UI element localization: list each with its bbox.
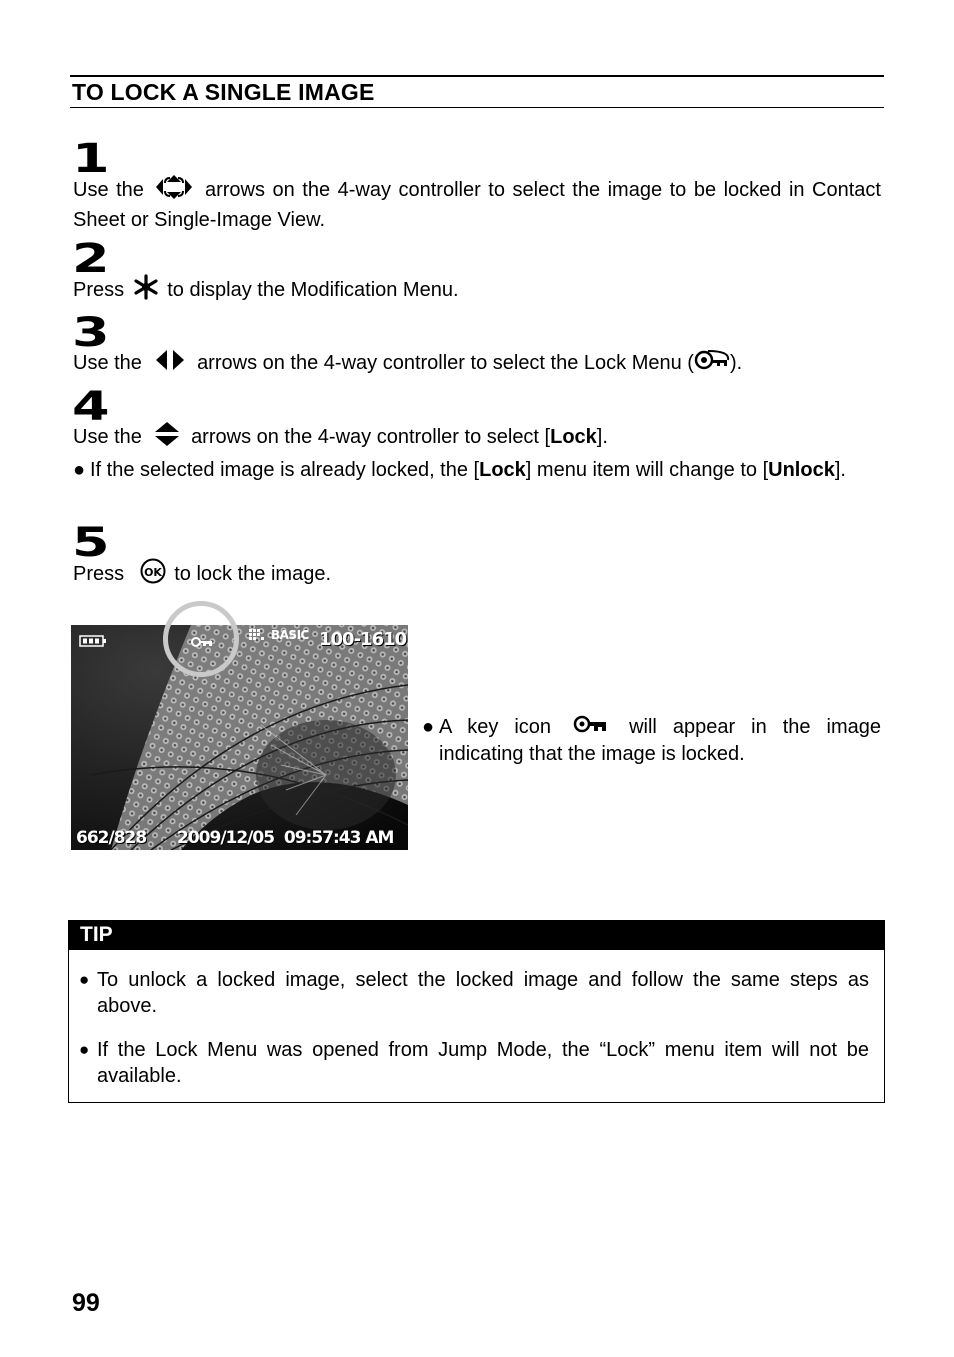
key-icon	[573, 714, 607, 741]
frame-count: 662/828	[76, 828, 147, 848]
highlight-circle	[163, 601, 239, 677]
asterisk-button-icon	[133, 274, 159, 307]
file-number: 100-1610	[319, 629, 407, 650]
step-5-text	[73, 558, 881, 591]
bullet-icon: ●	[422, 716, 435, 738]
step-4-post: arrows on the 4-way controller to select [	[191, 425, 551, 448]
key-icon-note	[422, 714, 881, 767]
four-way-arrows-icon	[154, 174, 194, 207]
step-1-post: arrows on the 4-way controller to select the image to be locked in Contact Sheet or Single-Image View.	[73, 178, 881, 231]
step-2-text	[73, 274, 881, 307]
step-2-number: 2	[72, 236, 110, 282]
page-number: 99	[72, 1289, 100, 1317]
date-time: 2009/12/05 09:57:43 AM	[177, 828, 394, 848]
step-5-post: to lock the image.	[174, 562, 331, 585]
ok-button-icon	[140, 558, 166, 591]
step-3-pre: Use the	[73, 351, 142, 374]
section-title-text: TO LOCK A SINGLE IMAGE	[72, 79, 375, 105]
resolution-icon	[249, 629, 267, 648]
step-2-pre: Press	[73, 278, 125, 301]
step-4-note	[73, 457, 881, 483]
left-right-arrows-icon	[154, 348, 186, 379]
step-4-note-text: If the selected image is already locked, the [Lock] menu item will change to [Unlock].	[90, 459, 846, 481]
svg-text:OK: OK	[143, 566, 162, 579]
step-3-post2: ).	[729, 351, 743, 374]
step-3-post: arrows on the 4-way controller to select the Lock Menu (	[197, 351, 694, 374]
tip-item-text: To unlock a locked image, select the locked image and follow the same steps as above.	[97, 969, 869, 1017]
tip-item	[79, 1037, 869, 1089]
battery-icon	[79, 634, 107, 652]
step-5-number: 5	[72, 520, 110, 566]
tip-item-text: If the Lock Menu was opened from Jump Mode, the “Lock” menu item will not be available.	[97, 1039, 869, 1087]
step-2-post: to display the Modification Menu.	[167, 278, 459, 301]
bullet-icon: ●	[73, 459, 86, 481]
step-4-bold: Lock	[550, 425, 597, 448]
tip-header-label: TIP	[80, 923, 113, 946]
step-4-number: 4	[72, 384, 110, 430]
section-title	[70, 75, 884, 108]
quality-label: BASIC	[271, 628, 309, 642]
step-1-number: 1	[72, 136, 110, 182]
lock-menu-key-icon	[694, 349, 730, 378]
step-5-pre: Press	[73, 562, 125, 585]
bullet-icon: ●	[79, 1040, 90, 1059]
step-4-text	[73, 421, 881, 454]
tip-header	[69, 921, 884, 950]
step-1-pre: Use the	[73, 178, 144, 201]
bullet-icon: ●	[79, 970, 90, 989]
tip-item	[79, 967, 869, 1019]
camera-playback-screen	[71, 625, 408, 850]
step-3-text	[73, 348, 881, 379]
umbrella-photo	[71, 625, 408, 850]
step-1-text	[73, 174, 881, 233]
step-4-post2: ].	[596, 425, 608, 448]
up-down-arrows-icon	[154, 421, 180, 454]
step-3-number: 3	[72, 310, 110, 356]
key-icon-note-text: A key icon will appear in the image indicating that the image is locked.	[439, 716, 881, 766]
tip-box	[68, 920, 885, 1103]
step-4-pre: Use the	[73, 425, 142, 448]
